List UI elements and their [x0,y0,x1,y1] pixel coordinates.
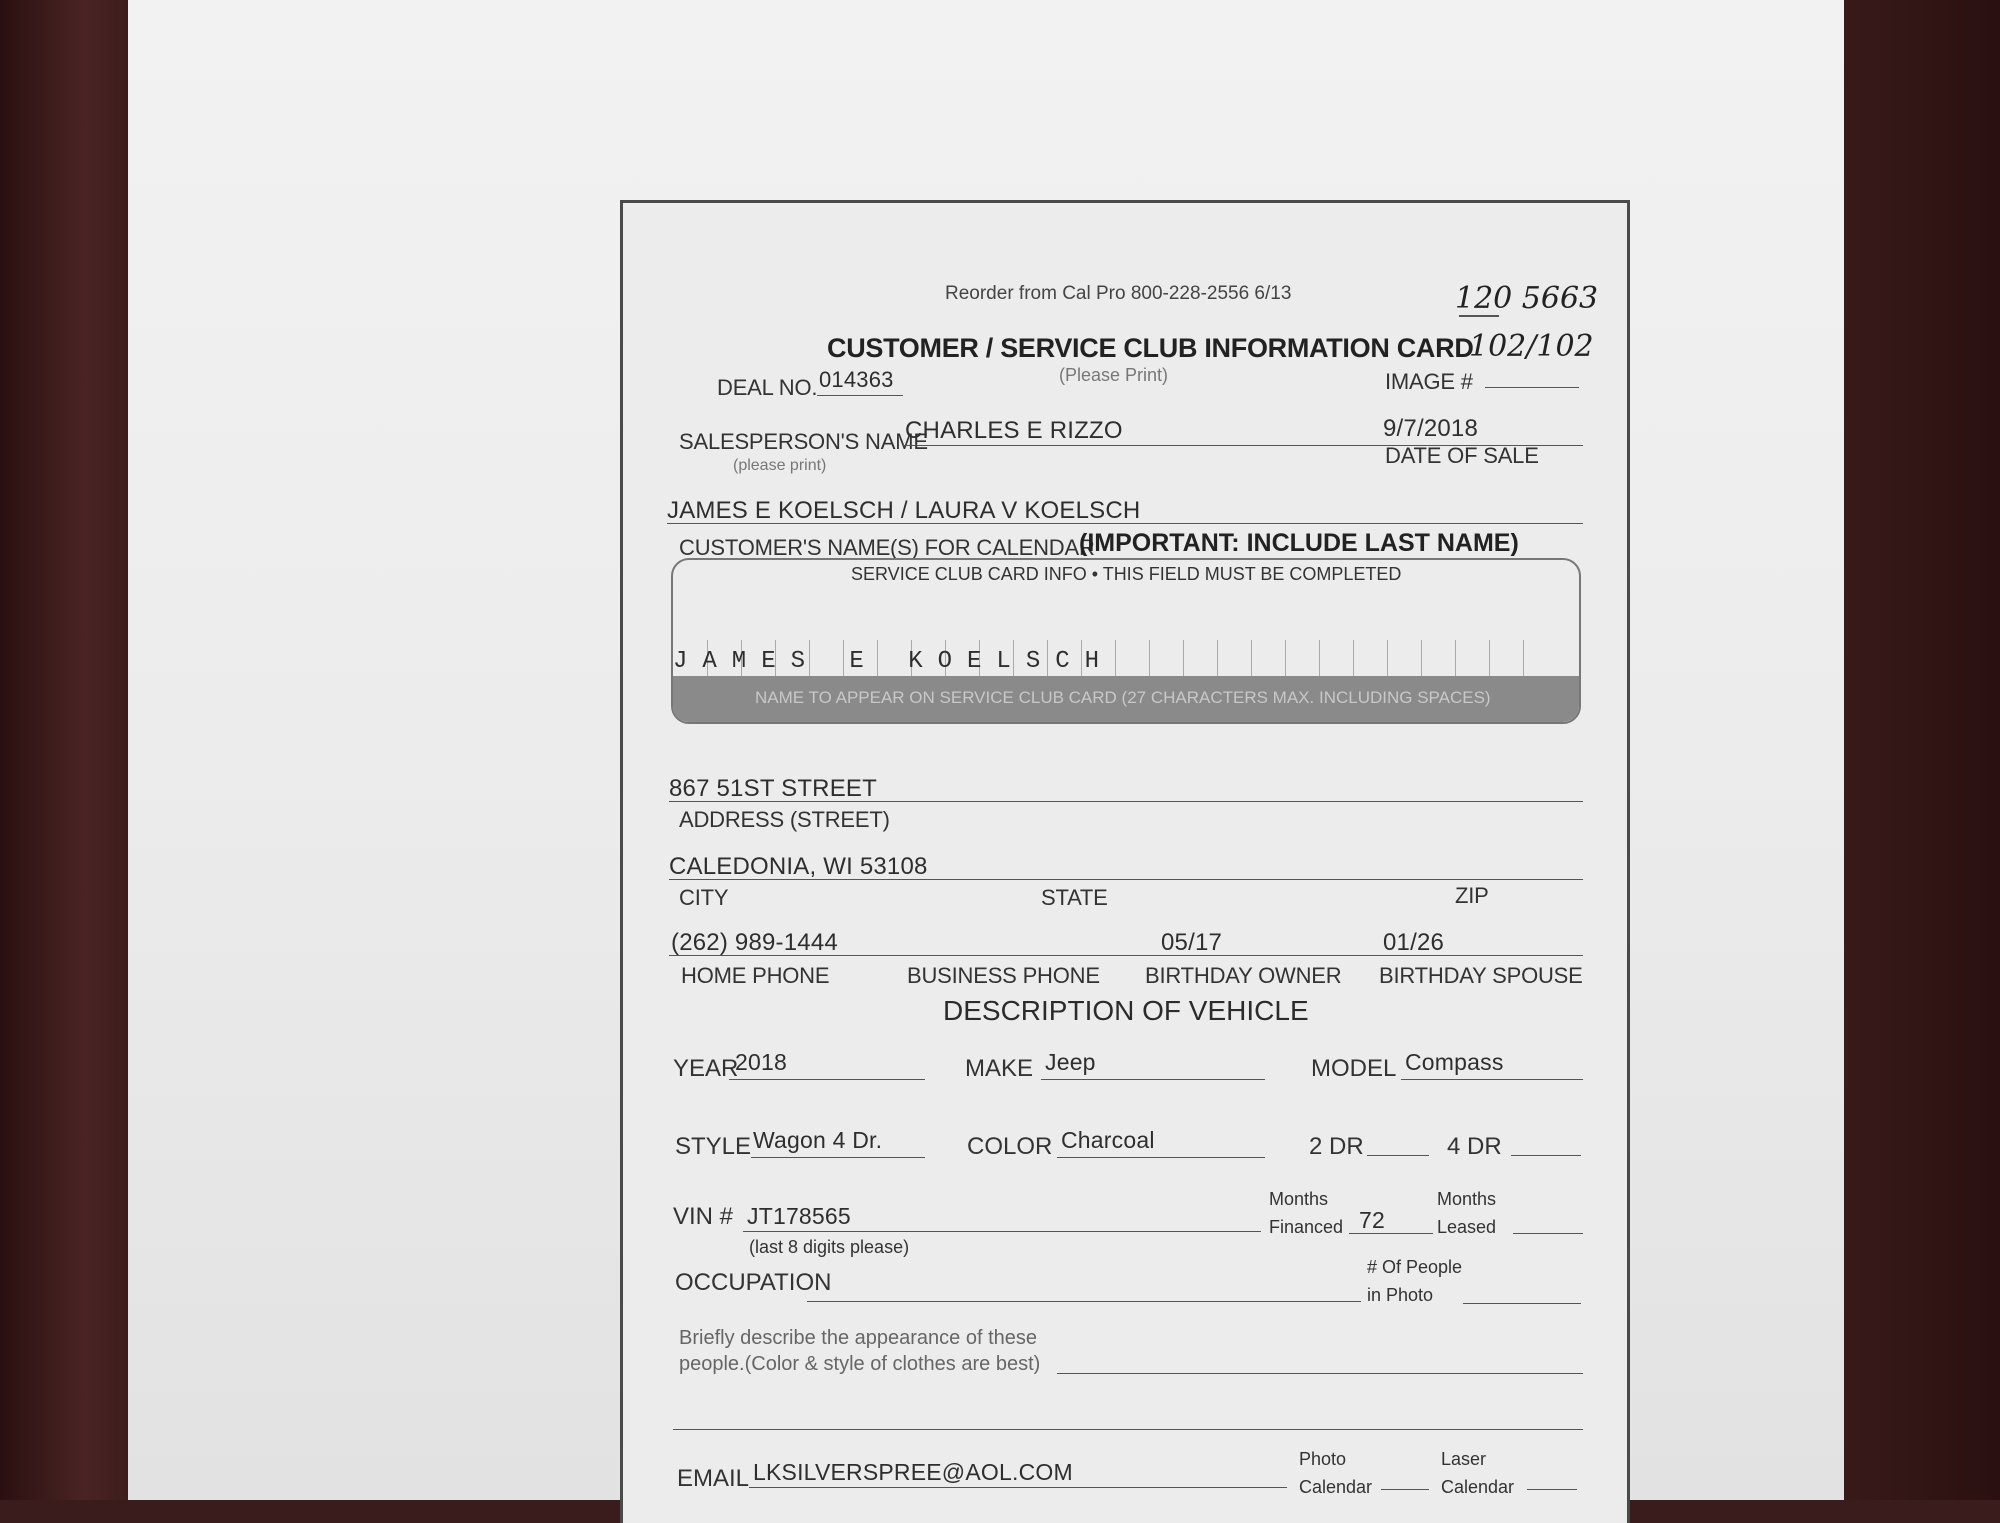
occupation-label: OCCUPATION [675,1269,832,1296]
describe-line-a[interactable] [1057,1373,1583,1374]
information-card [620,200,1630,1523]
home-phone-label: HOME PHONE [681,963,830,988]
make-line [1041,1079,1265,1080]
city-value[interactable]: CALEDONIA, WI 53108 [669,853,928,880]
two-door-label: 2 DR [1309,1133,1364,1160]
background-left [0,0,140,1500]
birthday-owner-value[interactable]: 05/17 [1161,929,1223,956]
deal-no-label: DEAL NO. [717,375,818,400]
laser-label: Laser [1441,1449,1487,1469]
months-financed-value[interactable]: 72 [1359,1207,1385,1233]
business-phone-label: BUSINESS PHONE [907,963,1100,988]
service-club-name[interactable]: JAMES E KOELSCH [673,648,1115,675]
months-leased-top-label: Months [1437,1189,1497,1209]
occupation-line[interactable] [807,1301,1361,1302]
model-value[interactable]: Compass [1405,1049,1504,1075]
year-value[interactable]: 2018 [735,1049,787,1075]
customer-names-line [667,523,1583,524]
date-of-sale-label: DATE OF SALE [1385,443,1539,468]
people-count-line[interactable] [1463,1303,1581,1304]
photo-label: Photo [1299,1449,1347,1469]
service-club-footer: NAME TO APPEAR ON SERVICE CLUB CARD (27 CHARACTERS MAX. INCLUDING SPACES) [755,688,1491,707]
leased-label: Leased [1437,1217,1497,1237]
color-value[interactable]: Charcoal [1061,1127,1155,1153]
customer-names-label: CUSTOMER'S NAME(S) FOR CALENDAR [679,535,1095,560]
model-label: MODEL [1311,1055,1397,1082]
handwritten-count: 102/102 [1469,329,1594,364]
two-door-line[interactable] [1367,1155,1429,1156]
photo-calendar-line[interactable] [1381,1489,1429,1490]
birthday-spouse-value[interactable]: 01/26 [1383,929,1445,956]
image-number-label: IMAGE # [1385,369,1473,394]
vin-value[interactable]: JT178565 [747,1203,851,1229]
color-label: COLOR [967,1133,1053,1160]
service-club-header: SERVICE CLUB CARD INFO • THIS FIELD MUST BE COMPLETED [851,564,1402,584]
four-door-label: 4 DR [1447,1133,1502,1160]
service-club-box [671,558,1581,724]
laser-calendar-label: Calendar [1441,1477,1515,1497]
handwritten-number: 120 5663 [1455,281,1599,316]
address-line [669,801,1583,802]
phone-line [669,955,1583,956]
four-door-line[interactable] [1511,1155,1581,1156]
months-financed-line [1349,1233,1433,1234]
please-print-note: (Please Print) [1059,365,1169,385]
months-label: Months [1269,1189,1329,1209]
email-value[interactable]: LKSILVERSPREE@AOL.COM [753,1459,1073,1485]
email-label: EMAIL [677,1465,750,1492]
deal-no-line [817,395,903,396]
make-value[interactable]: Jeep [1045,1049,1096,1075]
address-value[interactable]: 867 51ST STREET [669,775,877,802]
year-label: YEAR [673,1055,739,1082]
make-label: MAKE [965,1055,1034,1082]
year-line [729,1079,925,1080]
months-leased-line[interactable] [1513,1233,1583,1234]
vin-line [743,1231,1261,1232]
salesperson-label: SALESPERSON'S NAME [679,429,928,454]
handwritten-underline [1459,315,1499,317]
paper-sheet [128,0,1844,1500]
color-line [1057,1157,1265,1158]
vin-hint: (last 8 digits please) [749,1237,910,1257]
birthday-spouse-label: BIRTHDAY SPOUSE [1379,963,1583,988]
vehicle-section-title: DESCRIPTION OF VEHICLE [943,995,1309,1026]
important-note: (IMPORTANT: INCLUDE LAST NAME) [1079,529,1519,557]
email-line [749,1487,1287,1488]
service-club-footer-bar [673,676,1579,722]
style-value[interactable]: Wagon 4 Dr. [753,1127,883,1153]
address-label: ADDRESS (STREET) [679,807,890,832]
background-right [1820,0,2000,1500]
laser-calendar-line[interactable] [1527,1489,1577,1490]
people-count-label-2: in Photo [1367,1285,1434,1305]
vin-label: VIN # [673,1203,734,1230]
form-title: CUSTOMER / SERVICE CLUB INFORMATION CARD [827,333,1474,363]
style-label: STYLE [675,1133,752,1160]
zip-label: ZIP [1455,883,1489,908]
salesperson-hint: (please print) [733,457,827,474]
city-label: CITY [679,885,729,910]
photo-calendar-label: Calendar [1299,1477,1373,1497]
customer-names-value[interactable]: JAMES E KOELSCH / LAURA V KOELSCH [667,497,1141,524]
financed-label: Financed [1269,1217,1344,1237]
date-of-sale-value[interactable]: 9/7/2018 [1383,415,1479,442]
reorder-text: Reorder from Cal Pro 800-228-2556 6/13 [945,283,1292,304]
image-number-line[interactable] [1485,387,1579,388]
state-label: STATE [1041,885,1108,910]
describe-line-b[interactable] [673,1429,1583,1430]
people-count-label-1: # Of People [1367,1257,1463,1277]
model-line [1401,1079,1583,1080]
describe-line-2: people.(Color & style of clothes are best) [679,1353,1041,1375]
describe-line-1: Briefly describe the appearance of these [679,1327,1037,1349]
style-line [751,1157,925,1158]
birthday-owner-label: BIRTHDAY OWNER [1145,963,1342,988]
home-phone-value[interactable]: (262) 989-1444 [671,929,838,956]
salesperson-value[interactable]: CHARLES E RIZZO [905,417,1123,444]
city-line [669,879,1583,880]
deal-no-value[interactable]: 014363 [819,367,894,392]
